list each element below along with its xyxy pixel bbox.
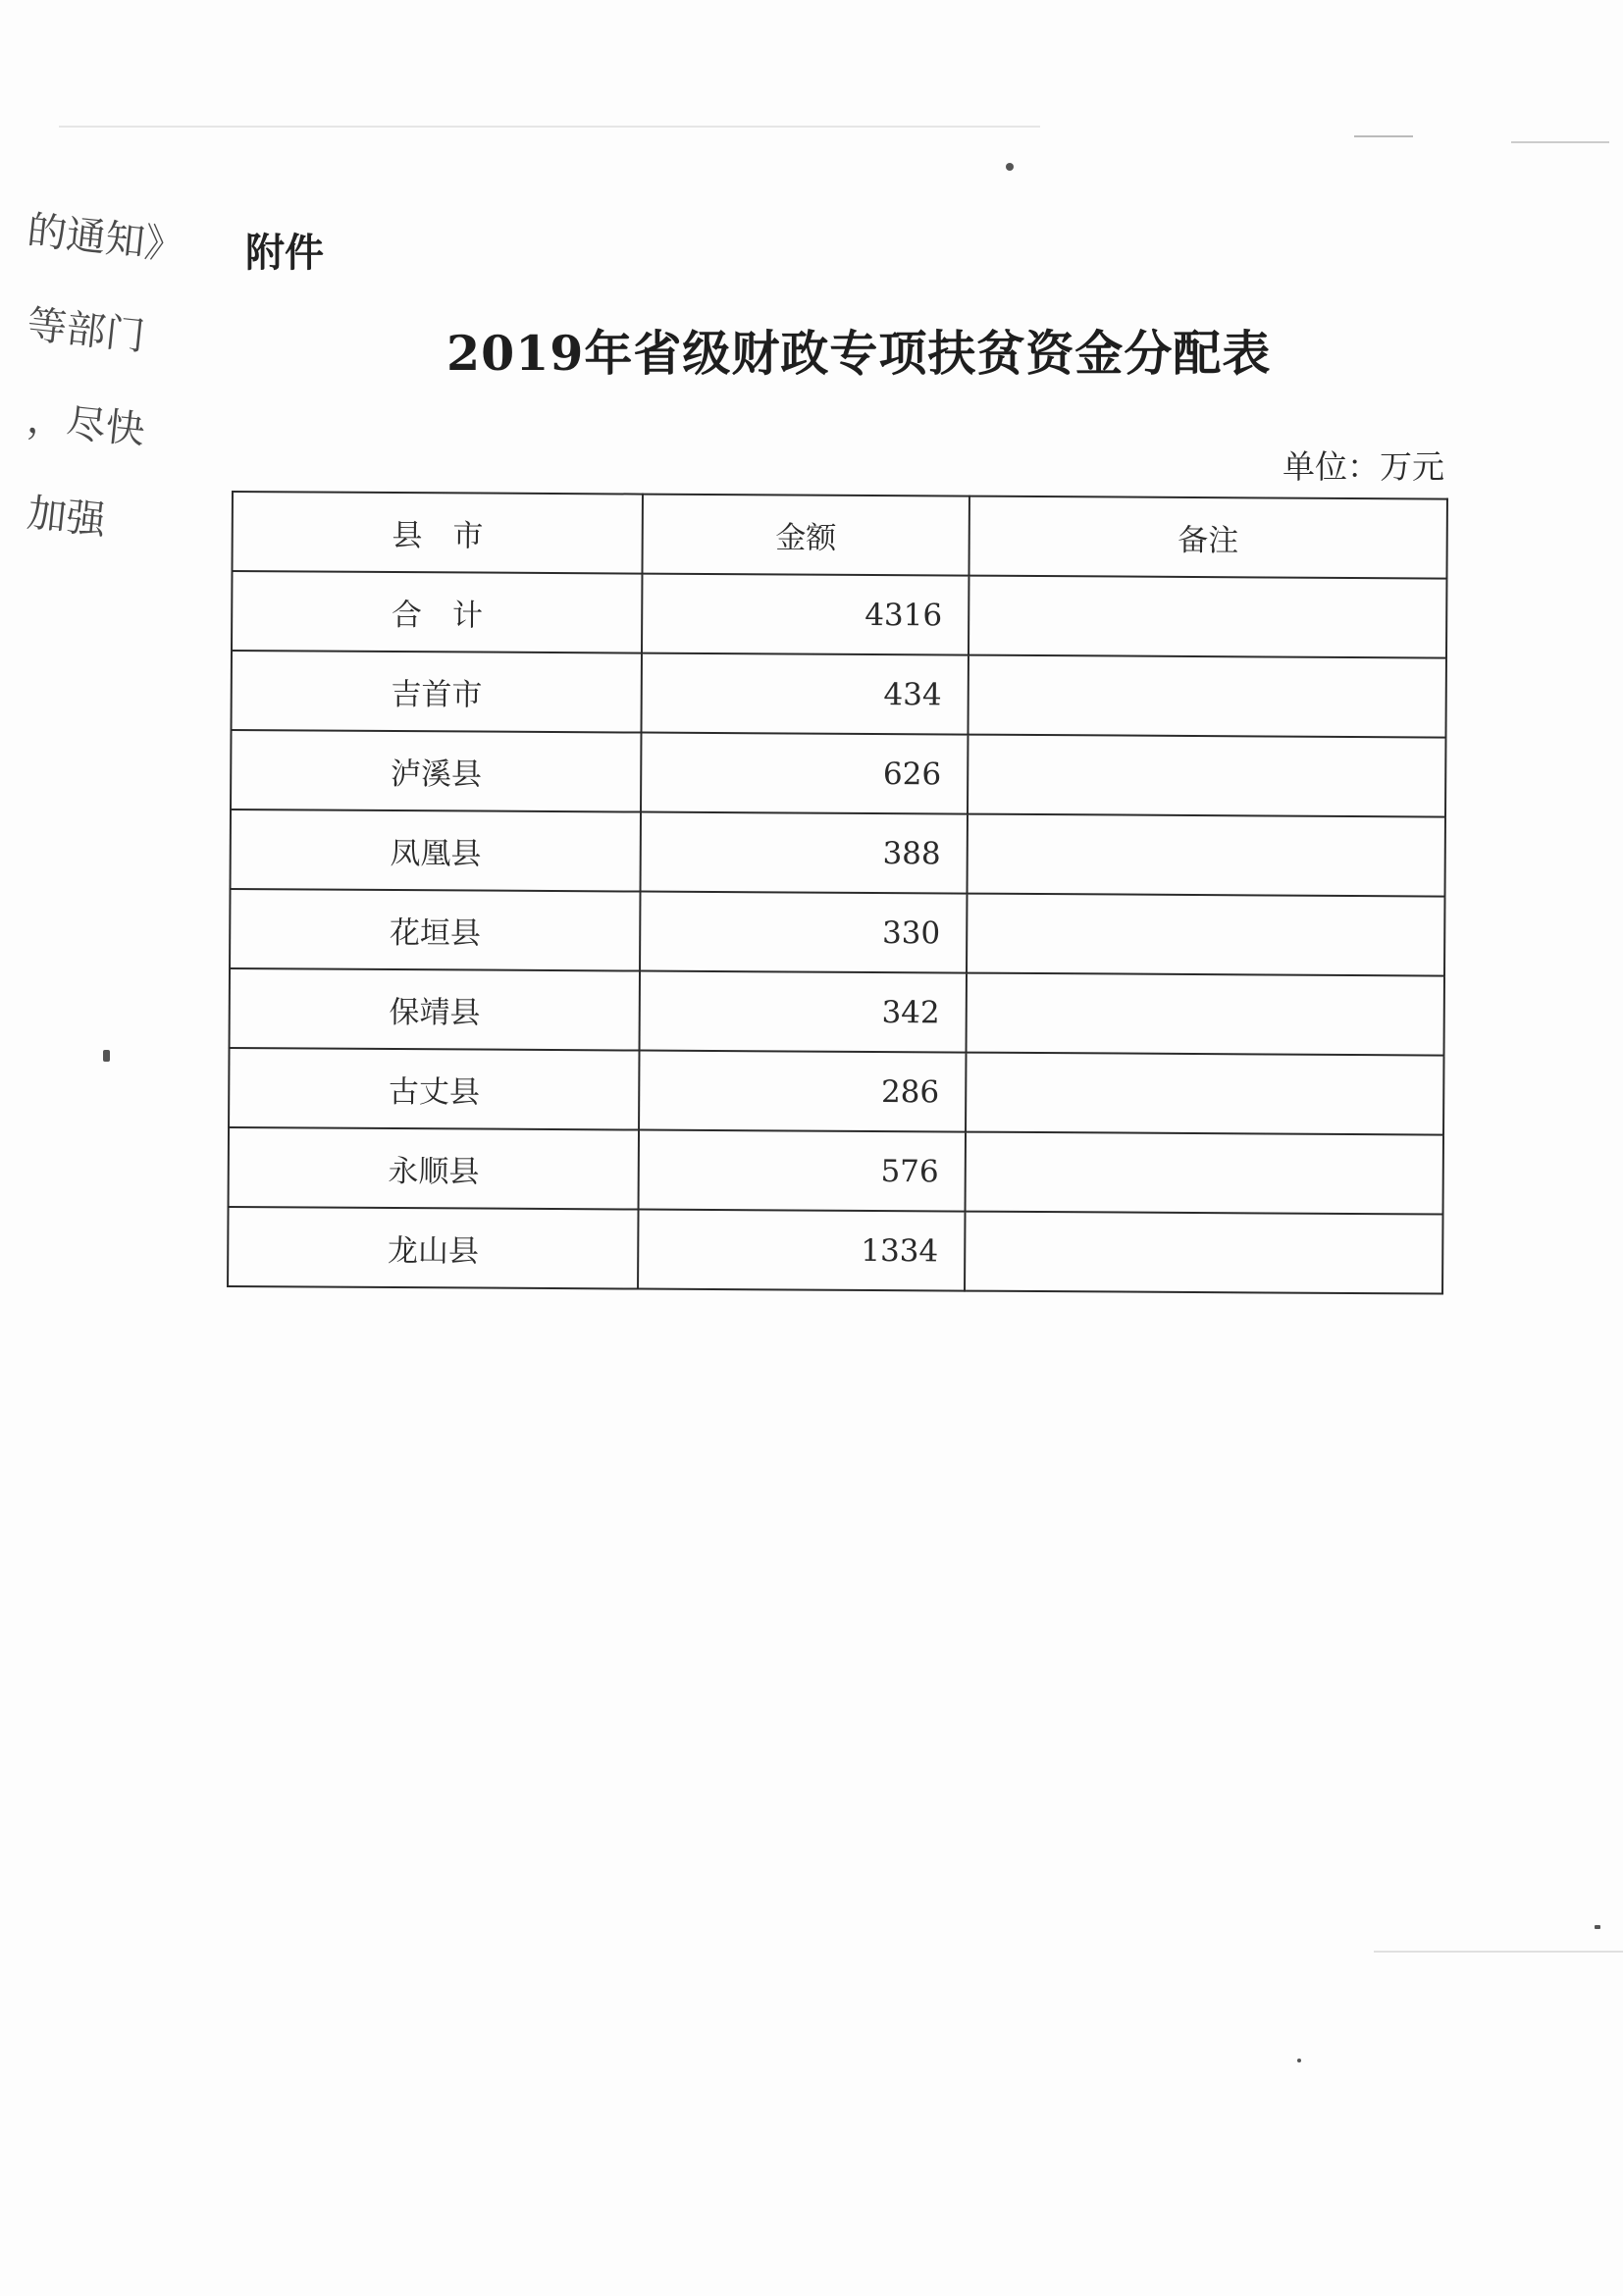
header-amount: 金额 bbox=[643, 495, 969, 576]
amount-cell: 626 bbox=[641, 733, 968, 814]
amount-cell: 388 bbox=[641, 812, 968, 894]
county-cell: 泸溪县 bbox=[231, 730, 642, 812]
table-row bbox=[229, 1127, 1443, 1215]
county-cell: 龙山县 bbox=[228, 1207, 639, 1289]
remark-cell bbox=[968, 735, 1446, 817]
scan-speck bbox=[1297, 2059, 1301, 2062]
amount-cell: 576 bbox=[639, 1130, 966, 1212]
scan-speck bbox=[1006, 163, 1014, 171]
amount-cell: 342 bbox=[640, 971, 967, 1053]
amount-cell: 4316 bbox=[642, 574, 969, 655]
margin-note: 的通知》 bbox=[25, 208, 186, 270]
remark-cell bbox=[965, 1212, 1443, 1294]
amount-cell: 1334 bbox=[638, 1210, 965, 1291]
remark-cell bbox=[966, 1053, 1444, 1135]
table-row bbox=[230, 889, 1444, 976]
scan-speck bbox=[1595, 1925, 1600, 1929]
table-row-total bbox=[232, 571, 1446, 658]
county-cell: 古丈县 bbox=[229, 1048, 640, 1130]
table-row bbox=[228, 1207, 1442, 1294]
remark-cell bbox=[966, 973, 1444, 1056]
scan-line bbox=[1374, 1951, 1623, 1953]
scan-speck bbox=[103, 1050, 110, 1062]
table-row bbox=[230, 968, 1444, 1056]
unit-note: 单位：万元 bbox=[1283, 447, 1444, 486]
margin-note: 加强 bbox=[25, 491, 108, 545]
remark-cell bbox=[967, 894, 1445, 976]
scan-line bbox=[1511, 141, 1609, 143]
table-row bbox=[232, 651, 1446, 738]
county-cell: 保靖县 bbox=[230, 968, 641, 1051]
county-cell: 合 计 bbox=[232, 571, 643, 653]
table-header-row bbox=[232, 492, 1446, 579]
amount-cell: 286 bbox=[639, 1051, 966, 1132]
allocation-table bbox=[227, 491, 1448, 1295]
remark-cell bbox=[969, 576, 1447, 658]
margin-note: ，尽快 bbox=[25, 396, 147, 454]
amount-cell: 330 bbox=[640, 892, 967, 973]
table-row bbox=[231, 730, 1445, 817]
scan-line bbox=[59, 126, 1040, 128]
county-cell: 永顺县 bbox=[229, 1127, 640, 1210]
table-row bbox=[231, 809, 1445, 897]
remark-cell bbox=[967, 814, 1445, 897]
header-county: 县 市 bbox=[232, 492, 643, 574]
amount-cell: 434 bbox=[642, 653, 969, 735]
table-row bbox=[229, 1048, 1443, 1135]
remark-cell bbox=[968, 655, 1446, 738]
county-cell: 花垣县 bbox=[230, 889, 641, 971]
scan-line bbox=[1354, 135, 1413, 137]
header-remark: 备注 bbox=[969, 496, 1447, 579]
county-cell: 凤凰县 bbox=[231, 809, 642, 892]
margin-notes bbox=[25, 208, 186, 588]
document-title: 2019年省级财政专项扶贫资金分配表 bbox=[446, 325, 1272, 382]
attachment-label: 附件 bbox=[245, 231, 324, 276]
margin-note: 等部门 bbox=[25, 302, 147, 360]
county-cell: 吉首市 bbox=[232, 651, 643, 733]
remark-cell bbox=[965, 1132, 1443, 1215]
